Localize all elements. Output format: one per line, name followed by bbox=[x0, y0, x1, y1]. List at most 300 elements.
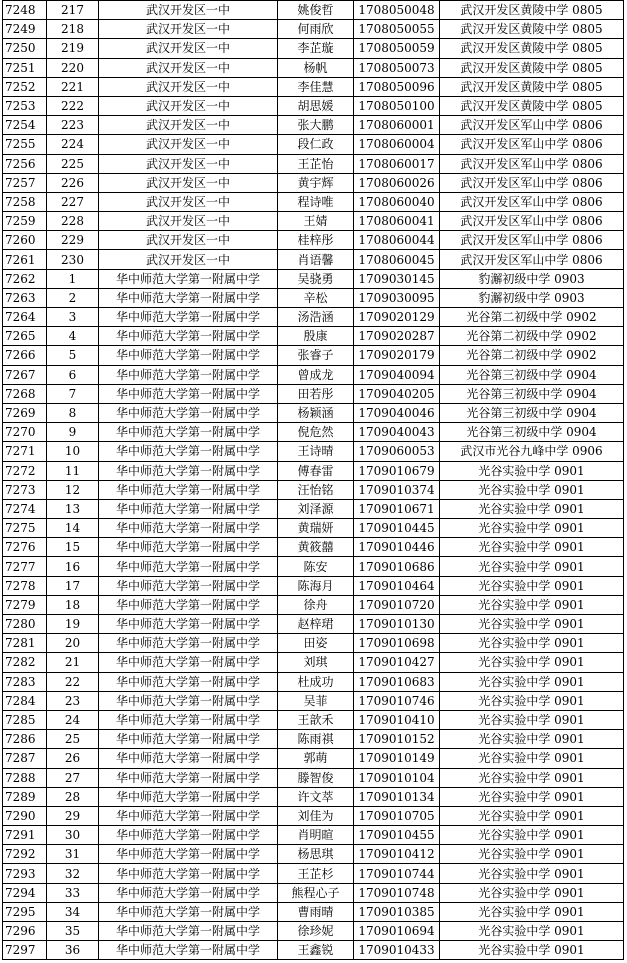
table-row bbox=[3, 346, 624, 365]
school-cell: 武汉开发区一中 bbox=[99, 1, 278, 20]
student-id-cell: 1708060017 bbox=[354, 154, 440, 173]
assigned-school-cell: 光谷实验中学 0901 bbox=[440, 768, 624, 787]
table-row bbox=[3, 615, 624, 634]
student-id-cell: 1708060004 bbox=[354, 135, 440, 154]
student-name-cell: 李佳慧 bbox=[278, 77, 354, 96]
school-cell: 华中师范大学第一附属中学 bbox=[99, 806, 278, 825]
assigned-school-cell: 武汉开发区军山中学 0806 bbox=[440, 192, 624, 211]
table-row bbox=[3, 384, 624, 403]
student-id-cell: 1708050048 bbox=[354, 1, 440, 20]
assigned-school-cell: 光谷实验中学 0901 bbox=[440, 557, 624, 576]
assigned-school-cell: 武汉开发区黄陵中学 0805 bbox=[440, 39, 624, 58]
school-cell: 华中师范大学第一附属中学 bbox=[99, 327, 278, 346]
row-sequence-cell: 7294 bbox=[3, 883, 47, 902]
school-cell: 武汉开发区一中 bbox=[99, 135, 278, 154]
assigned-school-cell: 光谷实验中学 0901 bbox=[440, 615, 624, 634]
school-cell: 华中师范大学第一附属中学 bbox=[99, 883, 278, 902]
school-cell: 华中师范大学第一附属中学 bbox=[99, 557, 278, 576]
student-name-cell: 姚俊哲 bbox=[278, 1, 354, 20]
row-sequence-cell: 7250 bbox=[3, 39, 47, 58]
row-sequence-cell: 7297 bbox=[3, 941, 47, 960]
student-name-cell: 刘泽源 bbox=[278, 499, 354, 518]
student-name-cell: 许文萃 bbox=[278, 787, 354, 806]
student-name-cell: 熊程心子 bbox=[278, 883, 354, 902]
student-id-cell: 1709030145 bbox=[354, 269, 440, 288]
row-sequence-cell: 7289 bbox=[3, 787, 47, 806]
student-id-cell: 1708060001 bbox=[354, 116, 440, 135]
row-sequence-cell: 7256 bbox=[3, 154, 47, 173]
assigned-school-cell: 光谷实验中学 0901 bbox=[440, 806, 624, 825]
row-number-cell: 221 bbox=[47, 77, 99, 96]
assigned-school-cell: 武汉开发区黄陵中学 0805 bbox=[440, 1, 624, 20]
row-number-cell: 23 bbox=[47, 691, 99, 710]
student-name-cell: 陈雨祺 bbox=[278, 730, 354, 749]
table-row bbox=[3, 288, 624, 307]
row-number-cell: 12 bbox=[47, 480, 99, 499]
row-sequence-cell: 7261 bbox=[3, 250, 47, 269]
table-row bbox=[3, 442, 624, 461]
student-name-cell: 王婧 bbox=[278, 212, 354, 231]
row-number-cell: 19 bbox=[47, 615, 99, 634]
table-row bbox=[3, 749, 624, 768]
row-number-cell: 225 bbox=[47, 154, 99, 173]
student-name-cell: 田姿 bbox=[278, 634, 354, 653]
table-row bbox=[3, 595, 624, 614]
student-id-cell: 1708060040 bbox=[354, 192, 440, 211]
student-name-cell: 何雨欣 bbox=[278, 20, 354, 39]
assigned-school-cell: 光谷实验中学 0901 bbox=[440, 826, 624, 845]
row-number-cell: 22 bbox=[47, 672, 99, 691]
row-sequence-cell: 7276 bbox=[3, 538, 47, 557]
student-name-cell: 肖明暄 bbox=[278, 826, 354, 845]
student-id-cell: 1709010410 bbox=[354, 710, 440, 729]
student-name-cell: 辛松 bbox=[278, 288, 354, 307]
table-row bbox=[3, 250, 624, 269]
assigned-school-cell: 光谷第二初级中学 0902 bbox=[440, 346, 624, 365]
assigned-school-cell: 光谷实验中学 0901 bbox=[440, 595, 624, 614]
student-id-cell: 1709010720 bbox=[354, 595, 440, 614]
roster-body bbox=[3, 1, 624, 960]
row-sequence-cell: 7271 bbox=[3, 442, 47, 461]
student-name-cell: 郭萌 bbox=[278, 749, 354, 768]
table-row bbox=[3, 864, 624, 883]
assigned-school-cell: 光谷第三初级中学 0904 bbox=[440, 403, 624, 422]
row-sequence-cell: 7291 bbox=[3, 826, 47, 845]
student-id-cell: 1709010671 bbox=[354, 499, 440, 518]
assigned-school-cell: 光谷实验中学 0901 bbox=[440, 653, 624, 672]
row-sequence-cell: 7251 bbox=[3, 58, 47, 77]
student-id-cell: 1709020179 bbox=[354, 346, 440, 365]
row-number-cell: 227 bbox=[47, 192, 99, 211]
student-name-cell: 杨帆 bbox=[278, 58, 354, 77]
school-cell: 华中师范大学第一附属中学 bbox=[99, 538, 278, 557]
school-cell: 武汉开发区一中 bbox=[99, 192, 278, 211]
assigned-school-cell: 光谷实验中学 0901 bbox=[440, 538, 624, 557]
row-number-cell: 14 bbox=[47, 519, 99, 538]
row-number-cell: 25 bbox=[47, 730, 99, 749]
student-id-cell: 1709040043 bbox=[354, 423, 440, 442]
student-id-cell: 1709010698 bbox=[354, 634, 440, 653]
table-row bbox=[3, 20, 624, 39]
school-cell: 华中师范大学第一附属中学 bbox=[99, 442, 278, 461]
student-id-cell: 1709010686 bbox=[354, 557, 440, 576]
row-number-cell: 3 bbox=[47, 308, 99, 327]
school-cell: 华中师范大学第一附属中学 bbox=[99, 519, 278, 538]
school-cell: 华中师范大学第一附属中学 bbox=[99, 730, 278, 749]
row-number-cell: 5 bbox=[47, 346, 99, 365]
row-sequence-cell: 7282 bbox=[3, 653, 47, 672]
row-number-cell: 18 bbox=[47, 595, 99, 614]
school-cell: 华中师范大学第一附属中学 bbox=[99, 922, 278, 941]
row-number-cell: 4 bbox=[47, 327, 99, 346]
table-row bbox=[3, 902, 624, 921]
student-id-cell: 1709010374 bbox=[354, 480, 440, 499]
student-id-cell: 1709010455 bbox=[354, 826, 440, 845]
admission-roster-table bbox=[2, 0, 624, 960]
assigned-school-cell: 光谷第三初级中学 0904 bbox=[440, 423, 624, 442]
row-sequence-cell: 7296 bbox=[3, 922, 47, 941]
student-name-cell: 王芷怡 bbox=[278, 154, 354, 173]
table-row bbox=[3, 423, 624, 442]
student-name-cell: 傅春雷 bbox=[278, 461, 354, 480]
student-id-cell: 1709010385 bbox=[354, 902, 440, 921]
school-cell: 华中师范大学第一附属中学 bbox=[99, 384, 278, 403]
student-name-cell: 张大鹏 bbox=[278, 116, 354, 135]
table-row bbox=[3, 269, 624, 288]
school-cell: 华中师范大学第一附属中学 bbox=[99, 826, 278, 845]
table-row bbox=[3, 96, 624, 115]
assigned-school-cell: 光谷实验中学 0901 bbox=[440, 730, 624, 749]
student-name-cell: 刘佳为 bbox=[278, 806, 354, 825]
row-number-cell: 16 bbox=[47, 557, 99, 576]
assigned-school-cell: 武汉开发区黄陵中学 0805 bbox=[440, 96, 624, 115]
student-id-cell: 1709040094 bbox=[354, 365, 440, 384]
student-id-cell: 1709010746 bbox=[354, 691, 440, 710]
row-number-cell: 36 bbox=[47, 941, 99, 960]
row-sequence-cell: 7285 bbox=[3, 710, 47, 729]
student-id-cell: 1709010445 bbox=[354, 519, 440, 538]
student-id-cell: 1709010427 bbox=[354, 653, 440, 672]
row-number-cell: 30 bbox=[47, 826, 99, 845]
school-cell: 武汉开发区一中 bbox=[99, 20, 278, 39]
assigned-school-cell: 光谷实验中学 0901 bbox=[440, 749, 624, 768]
row-number-cell: 24 bbox=[47, 710, 99, 729]
assigned-school-cell: 光谷实验中学 0901 bbox=[440, 519, 624, 538]
row-number-cell: 2 bbox=[47, 288, 99, 307]
school-cell: 华中师范大学第一附属中学 bbox=[99, 403, 278, 422]
student-id-cell: 1709010134 bbox=[354, 787, 440, 806]
student-name-cell: 李芷璇 bbox=[278, 39, 354, 58]
row-number-cell: 7 bbox=[47, 384, 99, 403]
student-name-cell: 肖语馨 bbox=[278, 250, 354, 269]
row-sequence-cell: 7263 bbox=[3, 288, 47, 307]
row-sequence-cell: 7253 bbox=[3, 96, 47, 115]
assigned-school-cell: 光谷第三初级中学 0904 bbox=[440, 365, 624, 384]
table-row bbox=[3, 135, 624, 154]
row-sequence-cell: 7279 bbox=[3, 595, 47, 614]
student-id-cell: 1709030095 bbox=[354, 288, 440, 307]
school-cell: 武汉开发区一中 bbox=[99, 39, 278, 58]
school-cell: 武汉开发区一中 bbox=[99, 77, 278, 96]
student-name-cell: 杨思琪 bbox=[278, 845, 354, 864]
table-row bbox=[3, 730, 624, 749]
row-sequence-cell: 7255 bbox=[3, 135, 47, 154]
student-id-cell: 1708050059 bbox=[354, 39, 440, 58]
table-row bbox=[3, 806, 624, 825]
assigned-school-cell: 光谷第三初级中学 0904 bbox=[440, 384, 624, 403]
student-name-cell: 胡思媛 bbox=[278, 96, 354, 115]
school-cell: 华中师范大学第一附属中学 bbox=[99, 499, 278, 518]
row-sequence-cell: 7292 bbox=[3, 845, 47, 864]
row-sequence-cell: 7280 bbox=[3, 615, 47, 634]
row-sequence-cell: 7287 bbox=[3, 749, 47, 768]
school-cell: 华中师范大学第一附属中学 bbox=[99, 749, 278, 768]
student-name-cell: 徐舟 bbox=[278, 595, 354, 614]
table-row bbox=[3, 768, 624, 787]
table-row bbox=[3, 327, 624, 346]
row-number-cell: 230 bbox=[47, 250, 99, 269]
table-row bbox=[3, 77, 624, 96]
student-id-cell: 1708060045 bbox=[354, 250, 440, 269]
school-cell: 华中师范大学第一附属中学 bbox=[99, 480, 278, 499]
student-name-cell: 桂梓彤 bbox=[278, 231, 354, 250]
school-cell: 华中师范大学第一附属中学 bbox=[99, 864, 278, 883]
school-cell: 华中师范大学第一附属中学 bbox=[99, 672, 278, 691]
school-cell: 武汉开发区一中 bbox=[99, 154, 278, 173]
school-cell: 华中师范大学第一附属中学 bbox=[99, 634, 278, 653]
student-id-cell: 1708060041 bbox=[354, 212, 440, 231]
row-number-cell: 26 bbox=[47, 749, 99, 768]
school-cell: 华中师范大学第一附属中学 bbox=[99, 845, 278, 864]
row-sequence-cell: 7257 bbox=[3, 173, 47, 192]
school-cell: 武汉开发区一中 bbox=[99, 231, 278, 250]
assigned-school-cell: 武汉开发区军山中学 0806 bbox=[440, 116, 624, 135]
table-row bbox=[3, 231, 624, 250]
assigned-school-cell: 武汉开发区军山中学 0806 bbox=[440, 231, 624, 250]
assigned-school-cell: 武汉开发区军山中学 0806 bbox=[440, 173, 624, 192]
assigned-school-cell: 光谷实验中学 0901 bbox=[440, 691, 624, 710]
assigned-school-cell: 武汉市光谷九峰中学 0906 bbox=[440, 442, 624, 461]
table-row bbox=[3, 787, 624, 806]
row-sequence-cell: 7283 bbox=[3, 672, 47, 691]
school-cell: 华中师范大学第一附属中学 bbox=[99, 691, 278, 710]
school-cell: 华中师范大学第一附属中学 bbox=[99, 595, 278, 614]
assigned-school-cell: 豹澥初级中学 0903 bbox=[440, 288, 624, 307]
row-sequence-cell: 7295 bbox=[3, 902, 47, 921]
row-number-cell: 32 bbox=[47, 864, 99, 883]
student-id-cell: 1708060026 bbox=[354, 173, 440, 192]
school-cell: 华中师范大学第一附属中学 bbox=[99, 653, 278, 672]
table-row bbox=[3, 653, 624, 672]
school-cell: 华中师范大学第一附属中学 bbox=[99, 615, 278, 634]
student-id-cell: 1709040046 bbox=[354, 403, 440, 422]
student-id-cell: 1709060053 bbox=[354, 442, 440, 461]
student-name-cell: 程诗唯 bbox=[278, 192, 354, 211]
student-name-cell: 陈海月 bbox=[278, 576, 354, 595]
assigned-school-cell: 武汉开发区军山中学 0806 bbox=[440, 154, 624, 173]
row-sequence-cell: 7290 bbox=[3, 806, 47, 825]
student-id-cell: 1709010130 bbox=[354, 615, 440, 634]
student-id-cell: 1709010152 bbox=[354, 730, 440, 749]
student-name-cell: 殷康 bbox=[278, 327, 354, 346]
row-number-cell: 13 bbox=[47, 499, 99, 518]
row-number-cell: 9 bbox=[47, 423, 99, 442]
student-id-cell: 1709010694 bbox=[354, 922, 440, 941]
school-cell: 华中师范大学第一附属中学 bbox=[99, 710, 278, 729]
school-cell: 华中师范大学第一附属中学 bbox=[99, 576, 278, 595]
student-id-cell: 1709020129 bbox=[354, 308, 440, 327]
table-row bbox=[3, 634, 624, 653]
table-row bbox=[3, 461, 624, 480]
table-row bbox=[3, 212, 624, 231]
school-cell: 华中师范大学第一附属中学 bbox=[99, 768, 278, 787]
student-name-cell: 杜成功 bbox=[278, 672, 354, 691]
row-sequence-cell: 7269 bbox=[3, 403, 47, 422]
assigned-school-cell: 光谷第二初级中学 0902 bbox=[440, 327, 624, 346]
row-number-cell: 17 bbox=[47, 576, 99, 595]
row-number-cell: 1 bbox=[47, 269, 99, 288]
row-number-cell: 15 bbox=[47, 538, 99, 557]
row-sequence-cell: 7267 bbox=[3, 365, 47, 384]
row-number-cell: 10 bbox=[47, 442, 99, 461]
row-sequence-cell: 7248 bbox=[3, 1, 47, 20]
school-cell: 武汉开发区一中 bbox=[99, 58, 278, 77]
table-row bbox=[3, 1, 624, 20]
table-row bbox=[3, 192, 624, 211]
row-number-cell: 27 bbox=[47, 768, 99, 787]
row-number-cell: 33 bbox=[47, 883, 99, 902]
student-name-cell: 曹雨晴 bbox=[278, 902, 354, 921]
student-name-cell: 黄瑞妍 bbox=[278, 519, 354, 538]
student-name-cell: 徐珍妮 bbox=[278, 922, 354, 941]
school-cell: 武汉开发区一中 bbox=[99, 96, 278, 115]
row-number-cell: 34 bbox=[47, 902, 99, 921]
table-row bbox=[3, 308, 624, 327]
row-sequence-cell: 7273 bbox=[3, 480, 47, 499]
school-cell: 华中师范大学第一附属中学 bbox=[99, 308, 278, 327]
assigned-school-cell: 光谷实验中学 0901 bbox=[440, 480, 624, 499]
row-sequence-cell: 7260 bbox=[3, 231, 47, 250]
row-number-cell: 28 bbox=[47, 787, 99, 806]
student-id-cell: 1708060044 bbox=[354, 231, 440, 250]
student-id-cell: 1709010744 bbox=[354, 864, 440, 883]
student-id-cell: 1709010433 bbox=[354, 941, 440, 960]
row-number-cell: 228 bbox=[47, 212, 99, 231]
assigned-school-cell: 光谷实验中学 0901 bbox=[440, 710, 624, 729]
row-sequence-cell: 7286 bbox=[3, 730, 47, 749]
student-name-cell: 杨颖涵 bbox=[278, 403, 354, 422]
student-name-cell: 段仁政 bbox=[278, 135, 354, 154]
row-number-cell: 229 bbox=[47, 231, 99, 250]
row-number-cell: 8 bbox=[47, 403, 99, 422]
table-row bbox=[3, 480, 624, 499]
school-cell: 华中师范大学第一附属中学 bbox=[99, 346, 278, 365]
school-cell: 华中师范大学第一附属中学 bbox=[99, 269, 278, 288]
school-cell: 武汉开发区一中 bbox=[99, 173, 278, 192]
row-sequence-cell: 7249 bbox=[3, 20, 47, 39]
school-cell: 华中师范大学第一附属中学 bbox=[99, 288, 278, 307]
student-name-cell: 滕智俊 bbox=[278, 768, 354, 787]
table-row bbox=[3, 538, 624, 557]
row-sequence-cell: 7272 bbox=[3, 461, 47, 480]
table-row bbox=[3, 154, 624, 173]
row-number-cell: 20 bbox=[47, 634, 99, 653]
assigned-school-cell: 光谷实验中学 0901 bbox=[440, 902, 624, 921]
student-name-cell: 王鑫锐 bbox=[278, 941, 354, 960]
school-cell: 华中师范大学第一附属中学 bbox=[99, 787, 278, 806]
school-cell: 华中师范大学第一附属中学 bbox=[99, 461, 278, 480]
table-row bbox=[3, 519, 624, 538]
assigned-school-cell: 光谷实验中学 0901 bbox=[440, 787, 624, 806]
row-number-cell: 217 bbox=[47, 1, 99, 20]
row-sequence-cell: 7284 bbox=[3, 691, 47, 710]
student-name-cell: 倪危然 bbox=[278, 423, 354, 442]
row-sequence-cell: 7278 bbox=[3, 576, 47, 595]
row-sequence-cell: 7266 bbox=[3, 346, 47, 365]
row-number-cell: 226 bbox=[47, 173, 99, 192]
row-number-cell: 6 bbox=[47, 365, 99, 384]
row-sequence-cell: 7270 bbox=[3, 423, 47, 442]
assigned-school-cell: 武汉开发区黄陵中学 0805 bbox=[440, 58, 624, 77]
student-name-cell: 汤浩涵 bbox=[278, 308, 354, 327]
student-id-cell: 1709010412 bbox=[354, 845, 440, 864]
student-id-cell: 1709010679 bbox=[354, 461, 440, 480]
table-row bbox=[3, 922, 624, 941]
row-sequence-cell: 7265 bbox=[3, 327, 47, 346]
assigned-school-cell: 光谷实验中学 0901 bbox=[440, 922, 624, 941]
assigned-school-cell: 光谷第二初级中学 0902 bbox=[440, 308, 624, 327]
row-sequence-cell: 7293 bbox=[3, 864, 47, 883]
school-cell: 华中师范大学第一附属中学 bbox=[99, 365, 278, 384]
student-name-cell: 陈安 bbox=[278, 557, 354, 576]
student-id-cell: 1709010705 bbox=[354, 806, 440, 825]
school-cell: 华中师范大学第一附属中学 bbox=[99, 423, 278, 442]
student-id-cell: 1708050055 bbox=[354, 20, 440, 39]
row-number-cell: 11 bbox=[47, 461, 99, 480]
table-row bbox=[3, 672, 624, 691]
assigned-school-cell: 光谷实验中学 0901 bbox=[440, 576, 624, 595]
table-row bbox=[3, 58, 624, 77]
row-sequence-cell: 7274 bbox=[3, 499, 47, 518]
student-id-cell: 1709010464 bbox=[354, 576, 440, 595]
student-id-cell: 1709020287 bbox=[354, 327, 440, 346]
row-number-cell: 21 bbox=[47, 653, 99, 672]
assigned-school-cell: 光谷实验中学 0901 bbox=[440, 941, 624, 960]
row-sequence-cell: 7275 bbox=[3, 519, 47, 538]
row-number-cell: 222 bbox=[47, 96, 99, 115]
assigned-school-cell: 武汉开发区黄陵中学 0805 bbox=[440, 77, 624, 96]
row-number-cell: 31 bbox=[47, 845, 99, 864]
table-row bbox=[3, 883, 624, 902]
row-sequence-cell: 7262 bbox=[3, 269, 47, 288]
table-row bbox=[3, 710, 624, 729]
student-id-cell: 1709010149 bbox=[354, 749, 440, 768]
table-row bbox=[3, 173, 624, 192]
student-name-cell: 刘琪 bbox=[278, 653, 354, 672]
student-name-cell: 吴菲 bbox=[278, 691, 354, 710]
school-cell: 华中师范大学第一附属中学 bbox=[99, 902, 278, 921]
student-name-cell: 王诗晴 bbox=[278, 442, 354, 461]
assigned-school-cell: 光谷实验中学 0901 bbox=[440, 634, 624, 653]
row-number-cell: 223 bbox=[47, 116, 99, 135]
table-row bbox=[3, 826, 624, 845]
row-sequence-cell: 7288 bbox=[3, 768, 47, 787]
row-number-cell: 224 bbox=[47, 135, 99, 154]
school-cell: 武汉开发区一中 bbox=[99, 116, 278, 135]
school-cell: 武汉开发区一中 bbox=[99, 250, 278, 269]
student-id-cell: 1708050100 bbox=[354, 96, 440, 115]
table-row bbox=[3, 365, 624, 384]
